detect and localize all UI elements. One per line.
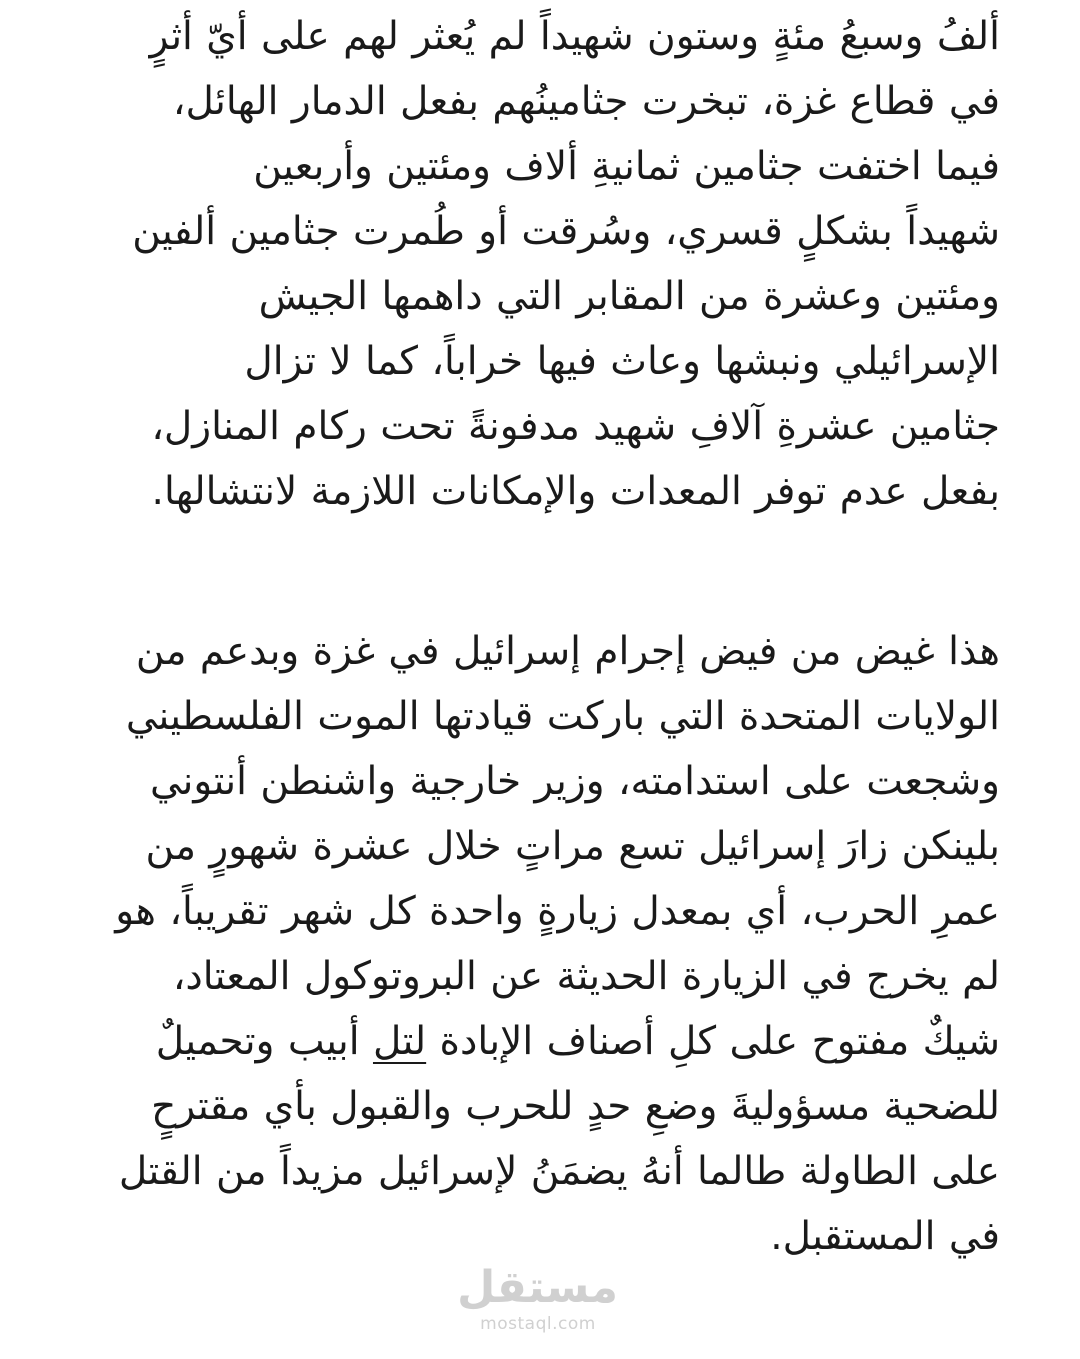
paragraph-line: ومئتين وعشرة من المقابر التي داهمها الجيش [258, 274, 1000, 319]
paragraph-line: فيما اختفت جثامين ثمانيةِ ألاف ومئتين وأربعين [253, 144, 1000, 189]
paragraph-line: الولايات المتحدة التي باركت قيادتها الموت الفلسطيني [125, 694, 1000, 739]
paragraph-line: وشجعت على استدامته، وزير خارجية واشنطن أنتوني [149, 759, 1000, 804]
line-text-after: أبيب وتحميلٌ [155, 1019, 373, 1064]
line-text-before: شيكٌ مفتوح على كلِ أصناف الإبادة [426, 1019, 1000, 1064]
paragraph-line: ألفُ وسبعُ مئةٍ وستون شهيداً لم يُعثر لهم على أيّ أثرٍ [149, 14, 1000, 59]
mostaql-watermark [458, 1262, 618, 1342]
paragraph-line: بلينكن زارَ إسرائيل تسع مراتٍ خلال عشرة شهورٍ من [145, 824, 1000, 869]
paragraph-line: جثامين عشرةِ آلافِ شهيد مدفونةً تحت ركام المنازل، [151, 404, 1000, 449]
watermark-logo-text: مستقل [457, 1262, 618, 1313]
paragraph-line: لم يخرج في الزيارة الحديثة عن البروتوكول المعتاد، [172, 954, 1000, 999]
underlined-word: لتل [372, 1019, 427, 1064]
paragraph-line: الإسرائيلي ونبشها وعاث فيها خراباً، كما لا تزال [244, 339, 1000, 384]
paragraph-line [80, 1009, 1000, 1074]
paragraph-line: هذا غيض من فيض إجرام إسرائيل في غزة وبدعم من [135, 629, 1000, 674]
article-paragraph-1 [80, 4, 1000, 524]
paragraph-line: للضحية مسؤوليةَ وضعِ حدٍ للحرب والقبول بأي مقترحٍ [151, 1084, 1000, 1129]
paragraph-line: شهيداً بشكلٍ قسري، وسُرقت أو طُمرت جثامين ألفين [132, 209, 1000, 254]
paragraph-line: بفعل عدم توفر المعدات والإمكانات اللازمة لانتشالها. [151, 469, 1000, 514]
watermark-domain: mostaql.com [480, 1314, 596, 1334]
article-paragraph-2 [80, 619, 1000, 1269]
paragraph-line: على الطاولة طالما أنهُ يضمَنُ لإسرائيل مزيداً من القتل [118, 1149, 1000, 1194]
paragraph-line: عمرِ الحرب، أي بمعدل زيارةٍ واحدة كل شهر تقريباً، هو [115, 889, 1000, 934]
paragraph-line: في المستقبل. [770, 1214, 1000, 1259]
paragraph-line: في قطاع غزة، تبخرت جثامينُهم بفعل الدمار الهائل، [172, 79, 1000, 124]
